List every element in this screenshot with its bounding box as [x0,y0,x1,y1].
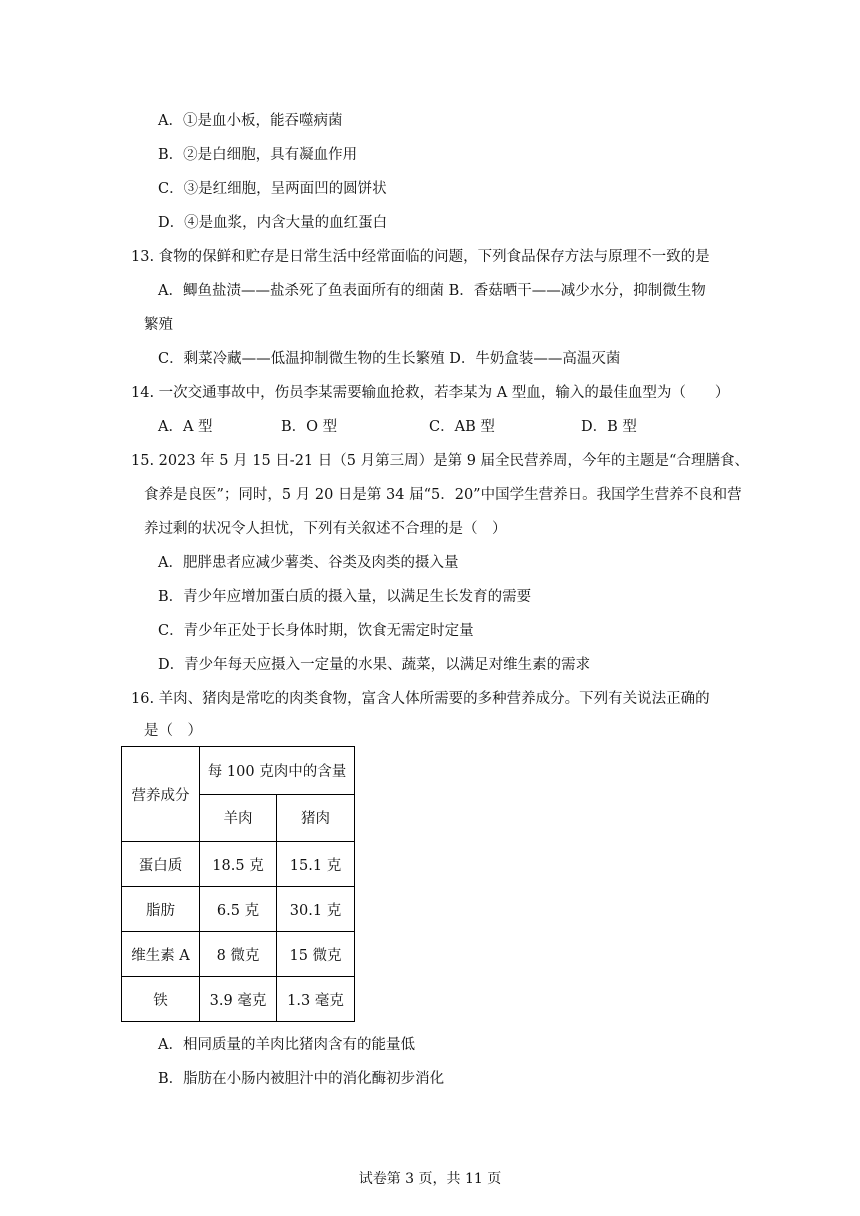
q16-stem-line2: 是（ ） [144,723,202,739]
q14-option-d: D．B 型 [581,419,637,435]
q15-option-c: C．青少年正处于长身体时期，饮食无需定时定量 [158,623,474,639]
q15-stem-line3: 养过剩的状况令人担忧，下列有关叙述不合理的是（ ） [144,521,507,537]
q15-stem-line2: 食养是良医”；同时，5 月 20 日是第 34 届“5．20”中国学生营养日。我国学生营养不良和营 [144,487,742,503]
q14-option-a: A．A 型 [158,419,213,435]
q13-options-line2: 繁殖 [144,317,173,333]
page-footer: 试卷第 3 页，共 11 页 [358,1171,502,1187]
row-name: 铁 [122,977,200,1022]
q12-option-d: D．④是血浆，内含大量的血红蛋白 [158,215,388,231]
header-mutton: 羊肉 [200,794,277,842]
q13-options-line3: C．剩菜冷藏——低温抑制微生物的生长繁殖 D．牛奶盒装——高温灭菌 [158,351,621,367]
q14-option-c: C．AB 型 [429,419,495,435]
q15-option-b: B．青少年应增加蛋白质的摄入量，以满足生长发育的需要 [158,589,532,605]
q14-option-b: B．O 型 [281,419,338,435]
q16-option-b: B．脂肪在小肠内被胆汁中的消化酶初步消化 [158,1071,445,1087]
q13-stem: 13. 食物的保鲜和贮存是日常生活中经常面临的问题，下列食品保存方法与原理不一致的是 [131,249,710,265]
row-name: 脂肪 [122,887,200,932]
row-name: 维生素 A [122,932,200,977]
table-row [122,887,355,932]
q15-option-d: D．青少年每天应摄入一定量的水果、蔬菜，以满足对维生素的需求 [158,657,591,673]
q15-stem-line1: 15. 2023 年 5 月 15 日-21 日（5 月第三周）是第 9 届全民营养周，今年的主题是“合理膳食、 [131,453,749,469]
q13-options-line1: A．鲫鱼盐渍——盐杀死了鱼表面所有的细菌 B．香菇晒干——减少水分，抑制微生物 [158,283,706,299]
q12-option-c: C．③是红细胞，呈两面凹的圆饼状 [158,181,387,197]
q12-option-a: A．①是血小板，能吞噬病菌 [158,113,343,129]
pork-value: 30.1 克 [277,887,355,932]
mutton-value: 3.9 毫克 [200,977,277,1022]
mutton-value: 8 微克 [200,932,277,977]
row-name: 蛋白质 [122,842,200,887]
nutrition-table [121,746,355,1022]
q16-stem-line1: 16. 羊肉、猪肉是常吃的肉类食物，富含人体所需要的多种营养成分。下列有关说法正确的 [131,691,710,707]
pork-value: 15.1 克 [277,842,355,887]
q14-stem: 14. 一次交通事故中，伤员李某需要输血抢救，若李某为 A 型血，输入的最佳血型为（ ） [131,385,730,401]
header-content-per-100g: 每 100 克肉中的含量 [200,747,355,795]
table-row [122,842,355,887]
q12-option-b: B．②是白细胞，具有凝血作用 [158,147,358,163]
header-pork: 猪肉 [277,794,355,842]
table-row [122,932,355,977]
q16-option-a: A．相同质量的羊肉比猪肉含有的能量低 [158,1037,415,1053]
mutton-value: 6.5 克 [200,887,277,932]
q15-option-a: A．肥胖患者应减少薯类、谷类及肉类的摄入量 [158,555,459,571]
pork-value: 15 微克 [277,932,355,977]
mutton-value: 18.5 克 [200,842,277,887]
header-nutrient: 营养成分 [122,747,200,842]
table-row [122,977,355,1022]
table-header-row [122,747,355,795]
pork-value: 1.3 毫克 [277,977,355,1022]
